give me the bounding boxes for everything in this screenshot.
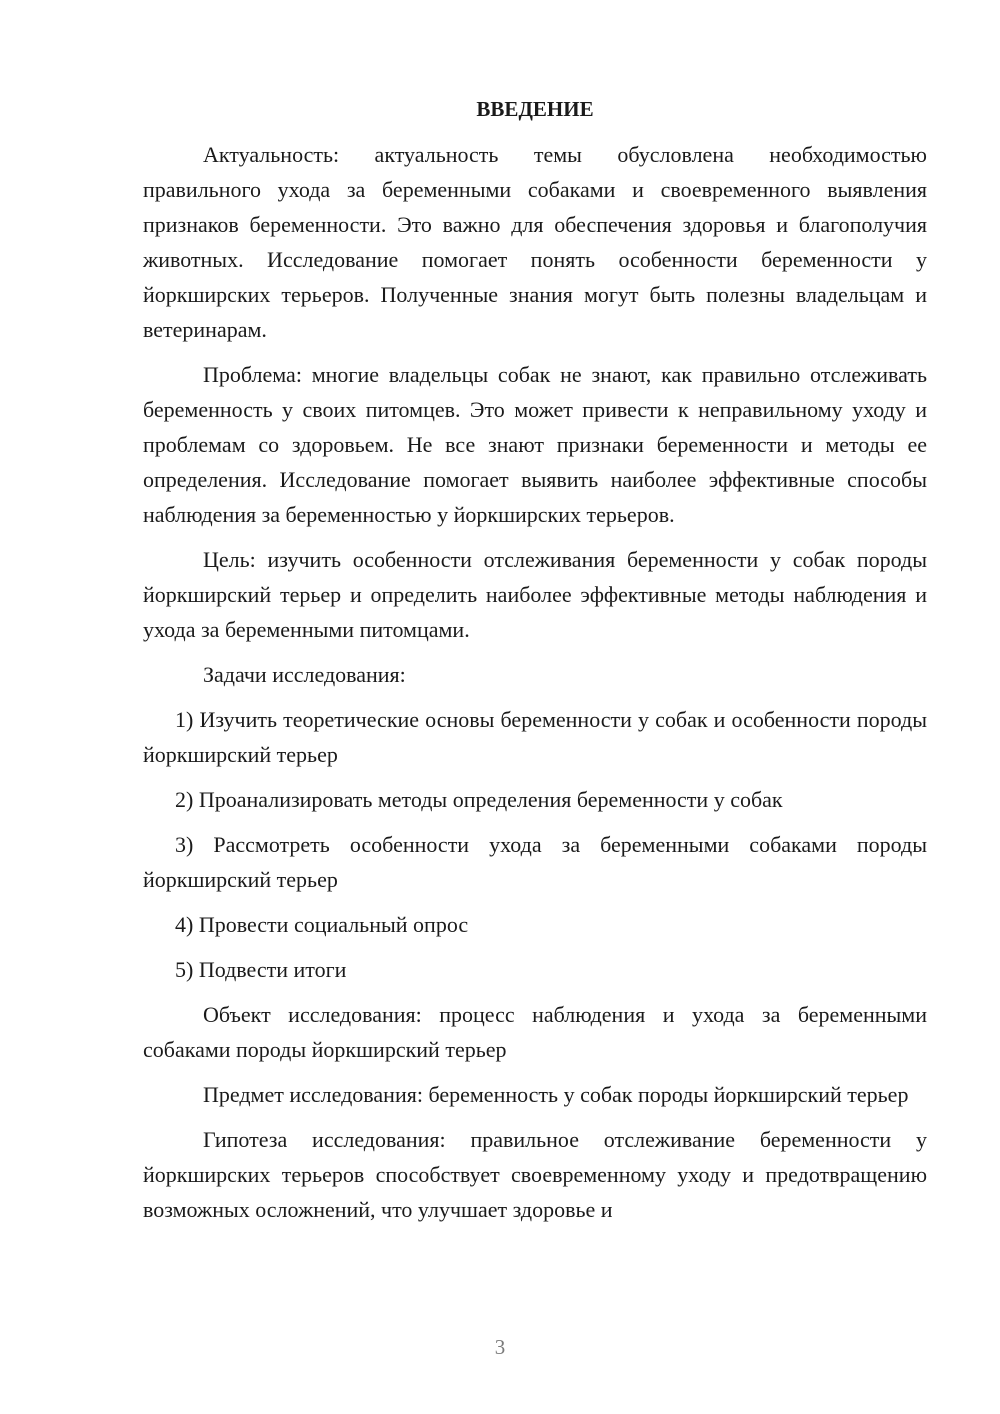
list-item: 1) Изучить теоретические основы беременности у собак и особенности породы йоркширский терьер	[143, 707, 927, 767]
subject-paragraph: Предмет исследования: беременность у собак породы йоркширский терьер	[203, 1082, 909, 1107]
section-title: ВВЕДЕНИЕ	[476, 97, 594, 121]
page-number: 3	[494, 1335, 506, 1359]
relevance-paragraph: Актуальность: актуальность темы обусловлена необходимостью правильного ухода за беременными собаками и своевременного выявления признаков беременности. Это важно для обеспечения здоровья и благополучия животных. Исследование помогает понять особенности беременности у йоркширских терьеров. Полученные знания могут быть полезны владельцам и ветеринарам.	[143, 142, 927, 342]
list-item: 4) Провести социальный опрос	[175, 912, 469, 937]
hypothesis-paragraph: Гипотеза исследования: правильное отслеживание беременности у йоркширских терьеров способствует своевременному уходу и предотвращению возможных осложнений, что улучшает здоровье и	[143, 1127, 927, 1222]
object-paragraph: Объект исследования: процесс наблюдения и ухода за беременными собаками породы йоркширский терьер	[143, 1002, 927, 1062]
goal-paragraph: Цель: изучить особенности отслеживания беременности у собак породы йоркширский терьер и определить наиболее эффективные методы наблюдения и ухода за беременными питомцами.	[143, 547, 927, 642]
page-content	[143, 92, 927, 1227]
tasks-list	[143, 702, 927, 987]
list-item: 5) Подвести итоги	[175, 957, 347, 982]
list-item: 2) Проанализировать методы определения беременности у собак	[175, 787, 783, 812]
tasks-heading: Задачи исследования:	[203, 662, 406, 687]
list-item: 3) Рассмотреть особенности ухода за беременными собаками породы йоркширский терьер	[143, 832, 927, 892]
problem-paragraph: Проблема: многие владельцы собак не знают, как правильно отслеживать беременность у своих питомцев. Это может привести к неправильному уходу и проблемам со здоровьем. Не все знают признаки беременности и методы ее определения. Исследование помогает выявить наиболее эффективные способы наблюдения за беременностью у йоркширских терьеров.	[143, 362, 927, 527]
